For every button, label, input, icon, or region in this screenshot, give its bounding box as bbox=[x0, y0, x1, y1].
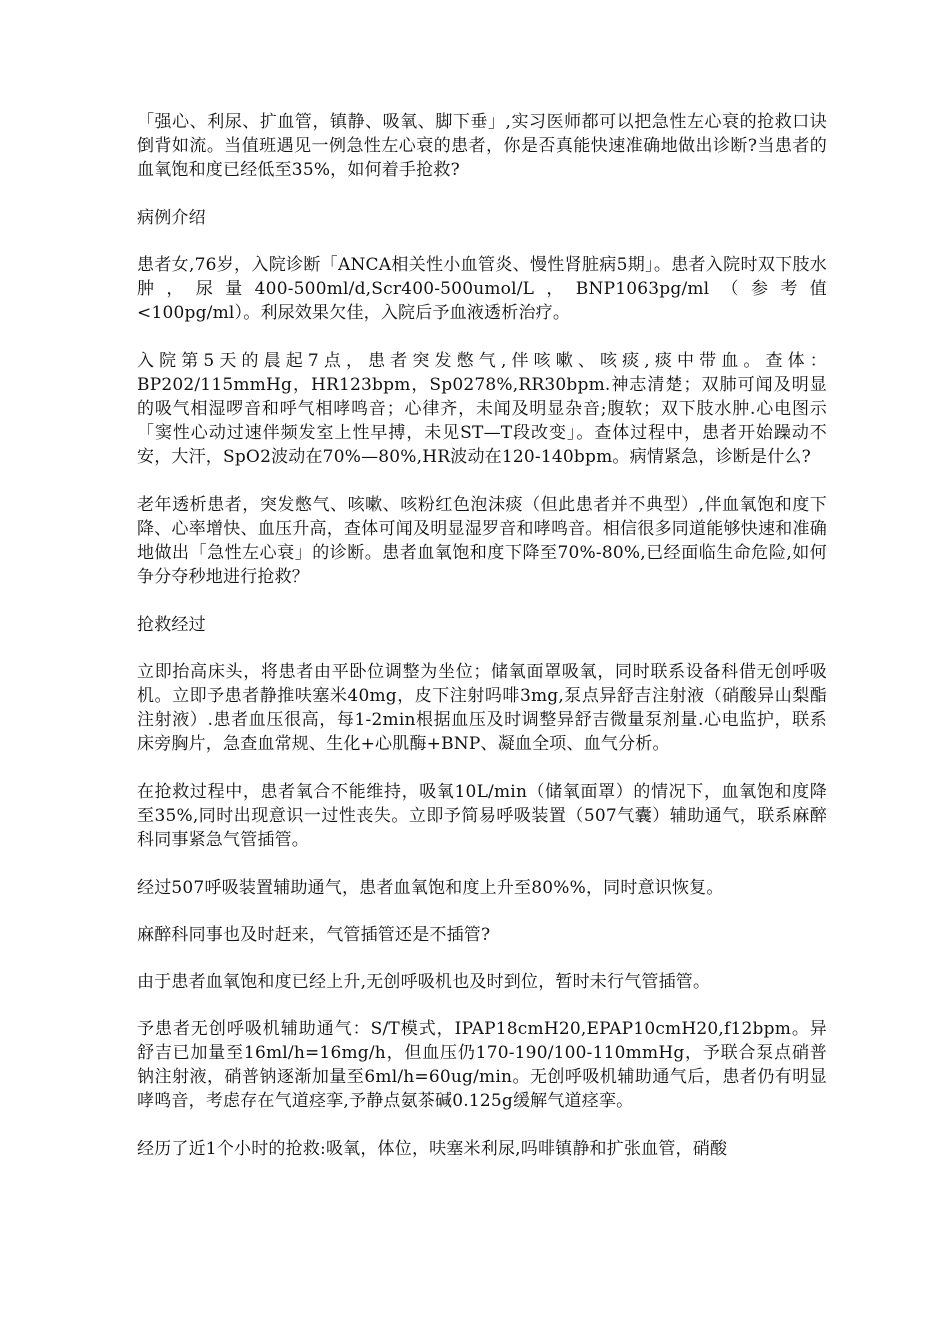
section-heading-rescue: 抢救经过 bbox=[137, 615, 206, 635]
case-paragraph-diagnosis: 老年透析患者，突发憋气、咳嗽、咳粉红色泡沫痰（但此患者并不典型）,伴血氧饱和度下降、心率增快、血压升高，查体可闻及明显湿罗音和哮鸣音。相信很多同道能够快速和准确地做出「急性左心衰」的诊断。患者血氧饱和度下降至70%-80%,已经面临生命危险,如何争分夺秒地进行抢救？ bbox=[137, 495, 827, 587]
rescue-paragraph-intubation-question: 麻醉科同事也及时赶来，气管插管还是不插管? bbox=[137, 925, 491, 945]
rescue-paragraph-summary: 经历了近1个小时的抢救:吸氧，体位，呋塞米利尿,吗啡镇静和扩张血管，硝酸 bbox=[137, 1139, 728, 1159]
document-page bbox=[137, 110, 827, 1184]
rescue-paragraph-no-intubation: 由于患者血氧饱和度已经上升,无创呼吸机也及时到位，暂时未行气管插管。 bbox=[137, 972, 711, 992]
rescue-paragraph-recovery: 经过507呼吸装置辅助通气，患者血氧饱和度上升至80%%，同时意识恢复。 bbox=[137, 878, 724, 898]
rescue-paragraph-desaturation: 在抢救过程中，患者氧合不能维持，吸氧10L/min（储氧面罩）的情况下，血氧饱和度降至35%,同时出现意识一过性丧失。立即予简易呼吸装置（507气囊）辅助通气，联系麻醉科同事紧急气管插管。 bbox=[137, 782, 827, 850]
rescue-paragraph-ventilation: 予患者无创呼吸机辅助通气：S/T模式，IPAP18cmH20,EPAP10cmH20,f12bpm。异舒吉已加量至16ml/h=16mg/h，但血压仍170-190/100-110mmHg，予联合泵点硝普钠注射液，硝普钠逐渐加量至6ml/h=60ug/min。无创呼吸机辅助通气后，患者仍有明显哮鸣音，考虑存在气道痉挛,予静点氨茶碱0.125g缓解气道痉挛。 bbox=[137, 1019, 827, 1111]
case-paragraph-onset: 入院第5天的晨起7点，患者突发憋气,伴咳嗽、咳痰,痰中带血。查体：BP202/115mmHg，HR123bpm，Sp0278%,RR30bpm.神志清楚；双肺可闻及明显的吸气相湿啰音和呼气相哮鸣音；心律齐，未闻及明显杂音;腹软；双下肢水肿.心电图示「窦性心动过速伴频发室上性早搏，未见ST—T段改变」。查体过程中，患者开始躁动不安，大汗，SpO2波动在70%—80%,HR波动在120-140bpm。病情紧急，诊断是什么? bbox=[137, 351, 827, 467]
case-paragraph-admission: 患者女,76岁，入院诊断「ANCA相关性小血管炎、慢性肾脏病5期」。患者入院时双下肢水肿，尿量400-500ml/d,Scr400-500umol/L，BNP1063pg/ml（参考值<100pg/ml）。利尿效果欠佳，入院后予血液透析治疗。 bbox=[137, 255, 827, 323]
intro-paragraph: 「强心、利尿、扩血管，镇静、吸氧、脚下垂」,实习医师都可以把急性左心衰的抢救口诀倒背如流。当值班遇见一例急性左心衰的患者，你是否真能快速准确地做出诊断?当患者的血氧饱和度已经低至35%，如何着手抢救? bbox=[137, 112, 827, 180]
rescue-paragraph-initial: 立即抬高床头，将患者由平卧位调整为坐位；储氧面罩吸氧，同时联系设备科借无创呼吸机。立即予患者静推呋塞米40mg，皮下注射吗啡3mg,泵点异舒吉注射液（硝酸异山梨酯注射液）.患者血压很高，每1-2min根据血压及时调整异舒吉微量泵剂量.心电监护，联系床旁胸片，急查血常规、生化+心肌酶+BNP、凝血全项、血气分析。 bbox=[137, 662, 827, 754]
section-heading-case-intro: 病例介绍 bbox=[137, 208, 206, 228]
